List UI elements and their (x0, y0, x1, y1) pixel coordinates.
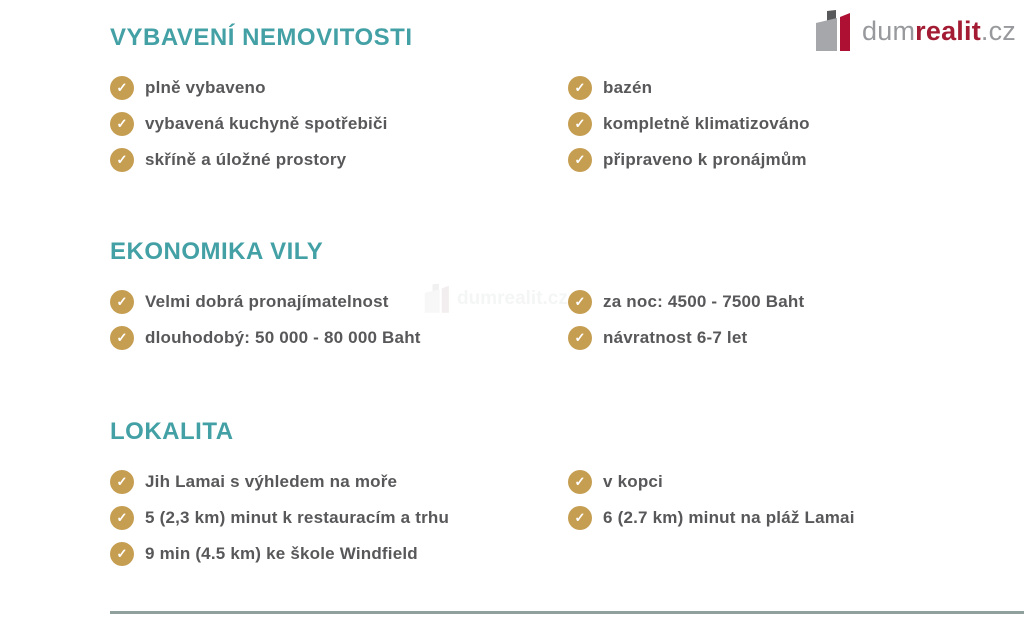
check-icon: ✓ (110, 542, 134, 566)
item-label: Velmi dobrá pronajímatelnost (145, 292, 389, 311)
column-left (110, 287, 568, 350)
content (110, 0, 1024, 566)
check-icon: ✓ (568, 148, 592, 172)
list-item (110, 542, 568, 566)
item-label: v kopci (603, 472, 663, 491)
item-label: skříně a úložné prostory (145, 150, 347, 169)
section-vybaveni-nemovitosti (110, 0, 1024, 172)
watermark-text: dumrealit.cz (457, 287, 568, 309)
column-right (568, 470, 1024, 566)
item-label: plně vybaveno (145, 78, 266, 97)
column-left (110, 470, 568, 566)
item-label: vybavená kuchyně spotřebiči (145, 114, 388, 133)
logo-text-cz: .cz (980, 16, 1016, 46)
check-icon: ✓ (568, 112, 592, 136)
list-item (568, 112, 1024, 136)
list-item (110, 76, 568, 100)
list-item (110, 506, 568, 530)
list-item (568, 76, 1024, 100)
section-title: LOKALITA (110, 418, 234, 445)
list-item (568, 148, 1024, 172)
section-lokalita (110, 418, 1024, 566)
section-columns (110, 470, 1024, 566)
list-item (568, 506, 1024, 530)
check-icon: ✓ (568, 470, 592, 494)
item-label: návratnost 6-7 let (603, 328, 748, 347)
list-item (110, 326, 568, 350)
list-item (110, 112, 568, 136)
check-icon: ✓ (568, 290, 592, 314)
section-title: VYBAVENÍ NEMOVITOSTI (110, 24, 413, 51)
list-item (110, 148, 568, 172)
check-icon: ✓ (110, 326, 134, 350)
check-icon: ✓ (110, 112, 134, 136)
section-ekonomika-vily (110, 238, 1024, 350)
item-label: bazén (603, 78, 653, 97)
list-item (568, 326, 1024, 350)
section-title: EKONOMIKA VILY (110, 238, 324, 265)
check-icon: ✓ (568, 76, 592, 100)
list-item (110, 470, 568, 494)
section-columns (110, 76, 1024, 172)
bottom-divider (110, 611, 1024, 614)
section-columns (110, 287, 1024, 350)
item-label: za noc: 4500 - 7500 Baht (603, 292, 805, 311)
list-item (568, 290, 1024, 314)
item-label: 5 (2,3 km) minut k restauracím a trhu (145, 508, 450, 527)
logo-text-dum: dum (862, 16, 916, 46)
item-label: 9 min (4.5 km) ke škole Windfield (145, 544, 418, 563)
column-left (110, 76, 568, 172)
check-icon: ✓ (110, 148, 134, 172)
check-icon: ✓ (110, 470, 134, 494)
item-label: Jih Lamai s výhledem na moře (145, 472, 398, 491)
list-item (568, 470, 1024, 494)
logo-text-realit: realit (915, 16, 981, 46)
column-right (568, 76, 1024, 172)
column-right (568, 290, 1024, 350)
check-icon: ✓ (110, 76, 134, 100)
list-item (110, 287, 568, 314)
check-icon: ✓ (568, 326, 592, 350)
item-label: dlouhodobý: 50 000 - 80 000 Baht (145, 328, 421, 347)
item-label: připraveno k pronájmům (603, 150, 807, 169)
check-icon: ✓ (568, 506, 592, 530)
check-icon: ✓ (110, 290, 134, 314)
check-icon: ✓ (110, 506, 134, 530)
item-label: kompletně klimatizováno (603, 114, 810, 133)
item-label: 6 (2.7 km) minut na pláž Lamai (603, 508, 855, 527)
